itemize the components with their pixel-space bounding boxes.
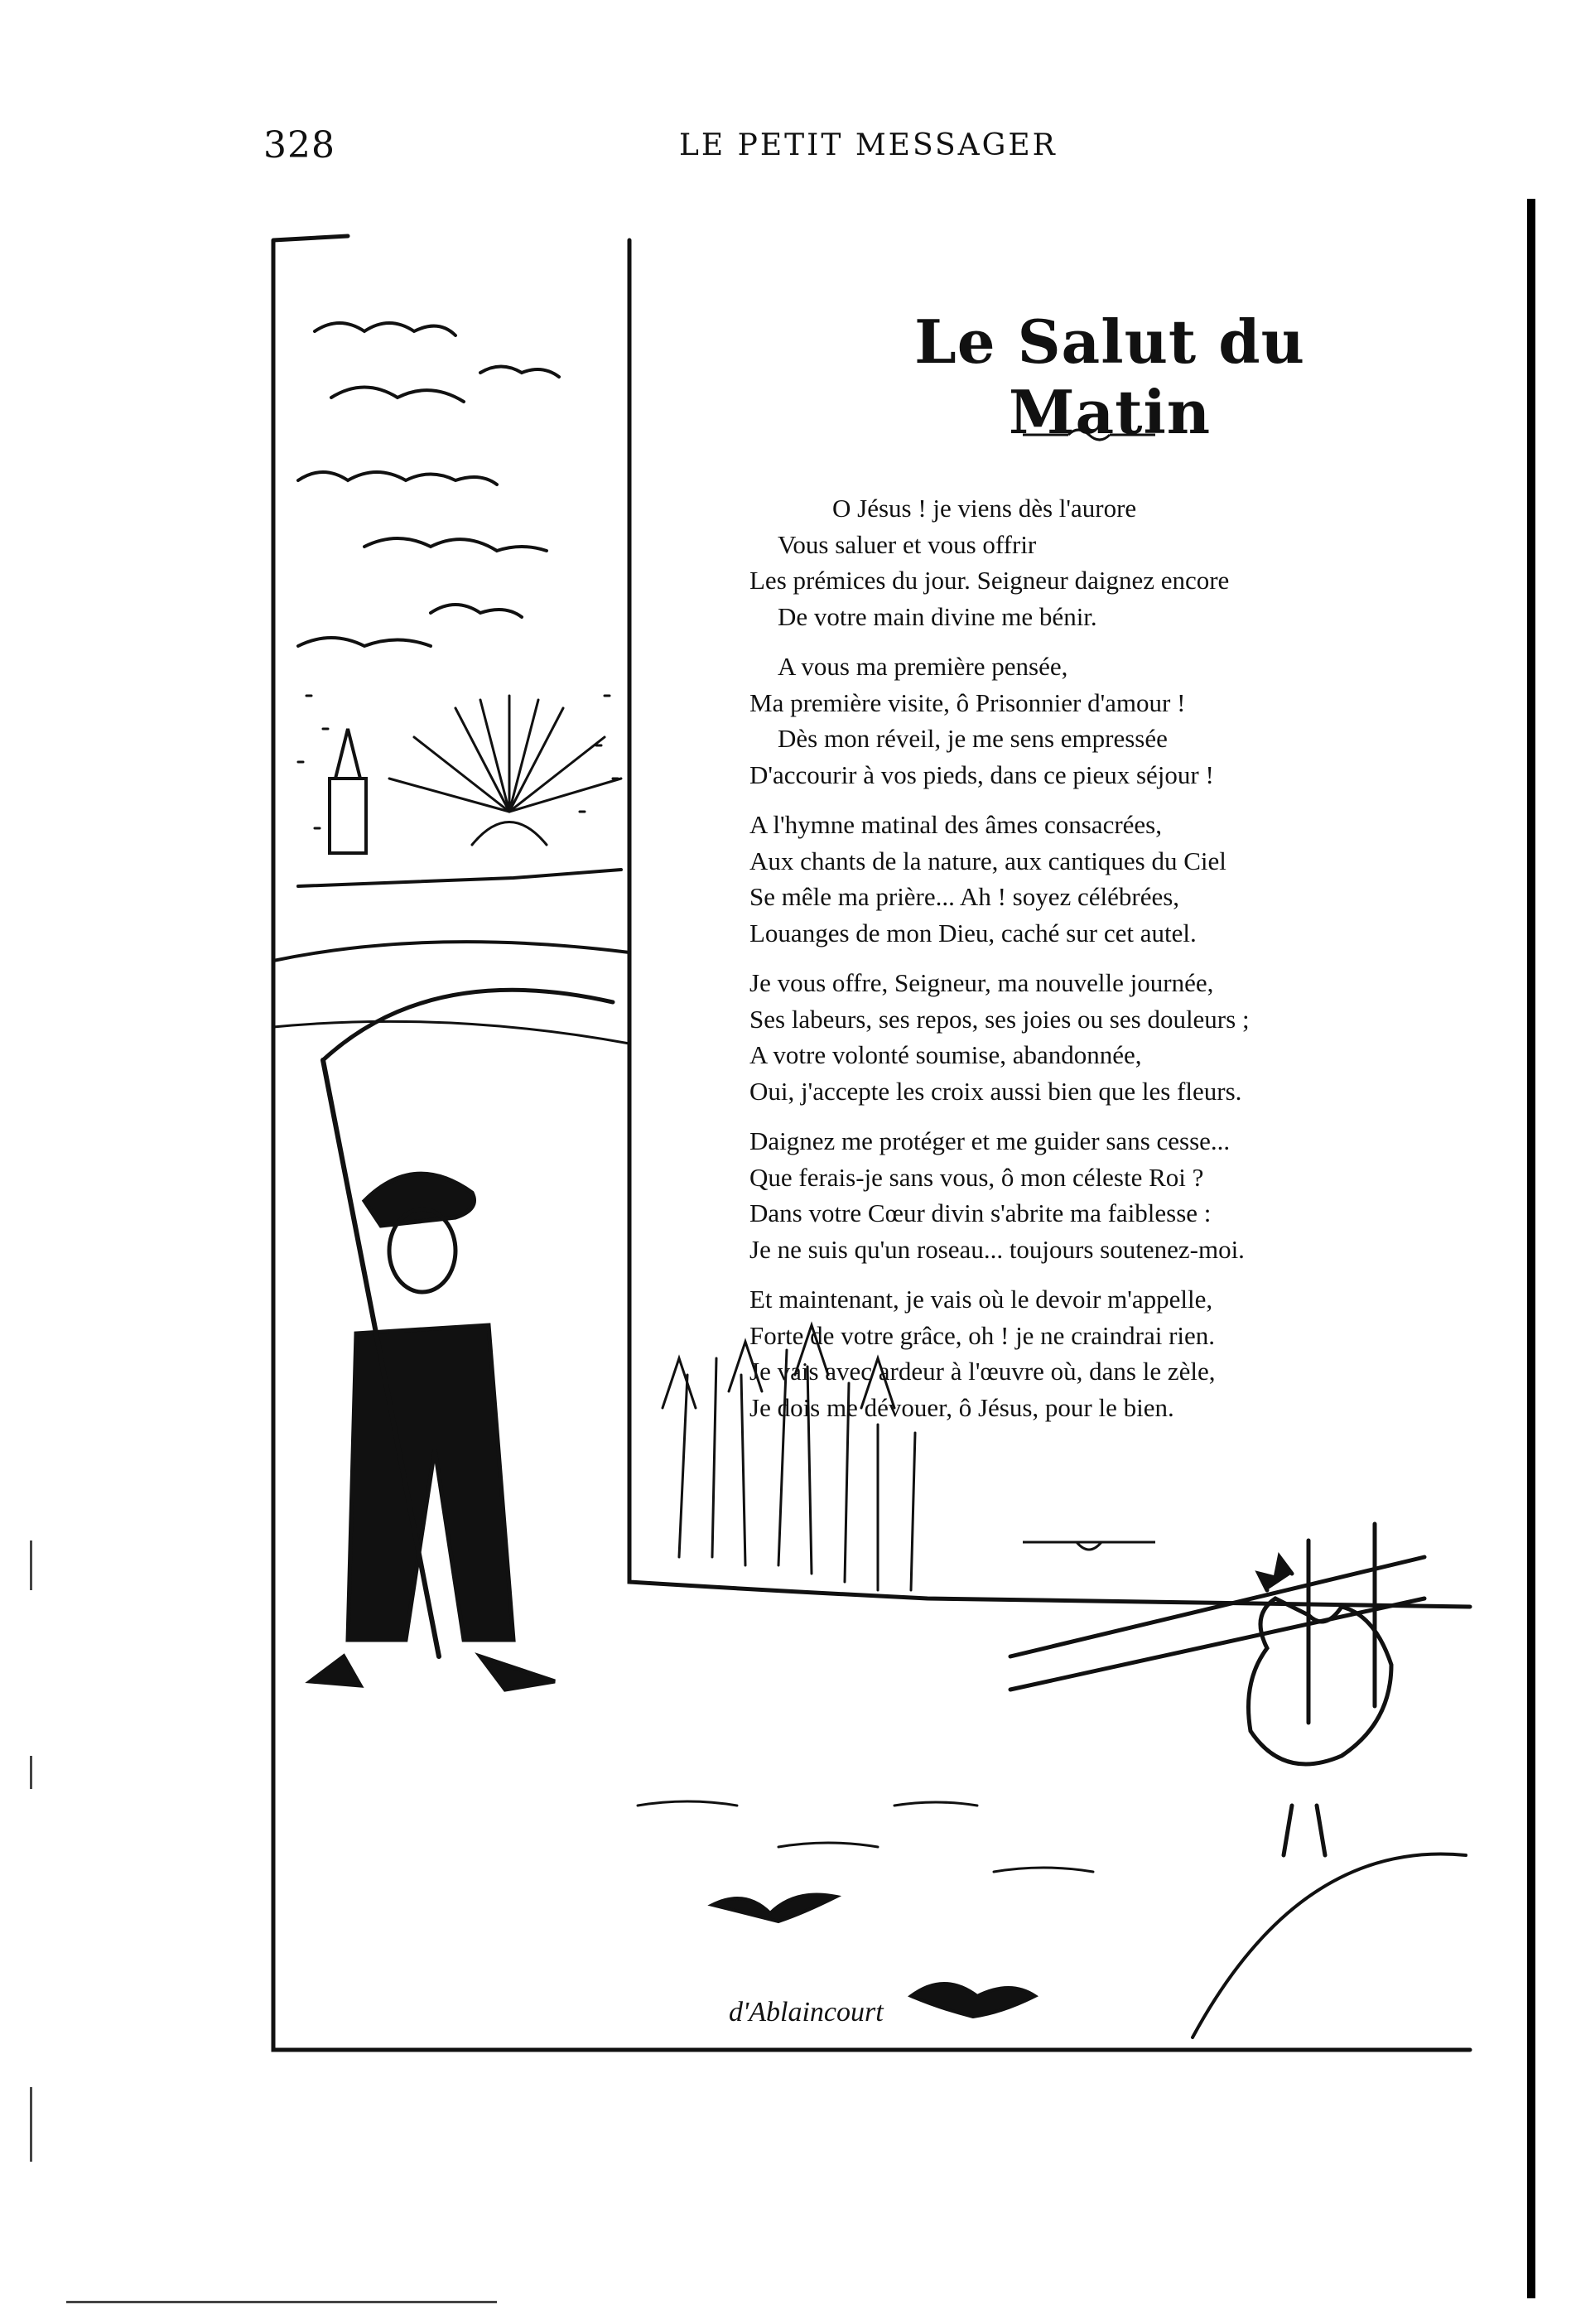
margin-mark — [30, 1540, 32, 1590]
road-line — [273, 1021, 629, 1044]
cloud-icon — [298, 323, 559, 646]
poem-line: A vous ma première pensée, — [778, 652, 1068, 681]
poem-line: Forte de votre grâce, oh ! je ne craindrai rien. — [749, 1320, 1216, 1350]
poem-line: Je dois me dévouer, ô Jésus, pour le bien. — [749, 1392, 1174, 1422]
page-number: 328 — [263, 124, 335, 166]
poem-line: A l'hymne matinal des âmes consacrées, — [749, 810, 1162, 839]
poem-line: Ses labeurs, ses repos, ses joies ou ses douleurs ; — [749, 1004, 1250, 1034]
margin-mark — [30, 2087, 32, 2162]
ornament-divider — [1019, 422, 1159, 447]
poem-line: De votre main divine me bénir. — [778, 601, 1097, 631]
poem-line: Dès mon réveil, je me sens empressée — [778, 724, 1168, 753]
poem-stanza — [749, 490, 1395, 634]
poem-line: Louanges de mon Dieu, caché sur cet autel. — [749, 918, 1197, 947]
running-head: LE PETIT MESSAGER — [679, 128, 1058, 162]
artist-signature: d'Ablaincourt — [729, 1997, 884, 2027]
page-edge-rule — [1527, 199, 1535, 2298]
poem-line: Daignez me protéger et me guider sans cesse... — [749, 1126, 1231, 1155]
poem-title: Le Salut du Matin — [914, 306, 1305, 447]
church-icon — [298, 729, 621, 886]
poem-line: Je vous offre, Seigneur, ma nouvelle journée, — [749, 968, 1214, 997]
poem-line: Vous saluer et vous offrir — [778, 529, 1037, 559]
ground-line — [638, 1801, 1093, 1872]
poem-stanza — [749, 649, 1395, 793]
poem-line: A votre volonté soumise, abandonnée, — [749, 1040, 1142, 1069]
poem-line: D'accourir à vos pieds, dans ce pieux séjour ! — [749, 759, 1214, 789]
poem-stanza — [749, 807, 1395, 951]
poem-stanza — [749, 1123, 1395, 1267]
poem-line: Les prémices du jour. Seigneur daignez encore — [749, 566, 1230, 595]
margin-mark — [30, 1756, 32, 1789]
poem-body — [749, 490, 1395, 1439]
poem-line: Se mêle ma prière... Ah ! soyez célébrées, — [749, 882, 1180, 911]
ornament-divider — [1019, 1532, 1159, 1557]
poem-line: Que ferais-je sans vous, ô mon céleste Roi ? — [749, 1162, 1204, 1192]
poem-line: Je vais avec ardeur à l'œuvre où, dans le zèle, — [749, 1357, 1216, 1386]
haystack-line — [1193, 1854, 1466, 2037]
poem-line: Aux chants de la nature, aux cantiques du Ciel — [749, 846, 1226, 875]
poem-line: Dans votre Cœur divin s'abrite ma faiblesse : — [749, 1198, 1212, 1227]
hill-line — [273, 942, 629, 961]
poem-line: O Jésus ! je viens dès l'aurore — [832, 494, 1137, 523]
poem-line: Et maintenant, je vais où le devoir m'appelle, — [749, 1285, 1213, 1314]
margin-mark — [66, 2301, 497, 2303]
poem-stanza — [749, 1281, 1395, 1425]
poem-line: Oui, j'accepte les croix aussi bien que les fleurs. — [749, 1076, 1242, 1106]
poem-line: Je ne suis qu'un roseau... toujours soutenez-moi. — [749, 1234, 1245, 1264]
sun-icon — [389, 696, 621, 845]
poem-line: Ma première visite, ô Prisonnier d'amour ! — [749, 687, 1186, 717]
poem-stanza — [749, 965, 1395, 1109]
rooster-icon — [1249, 1557, 1392, 1855]
